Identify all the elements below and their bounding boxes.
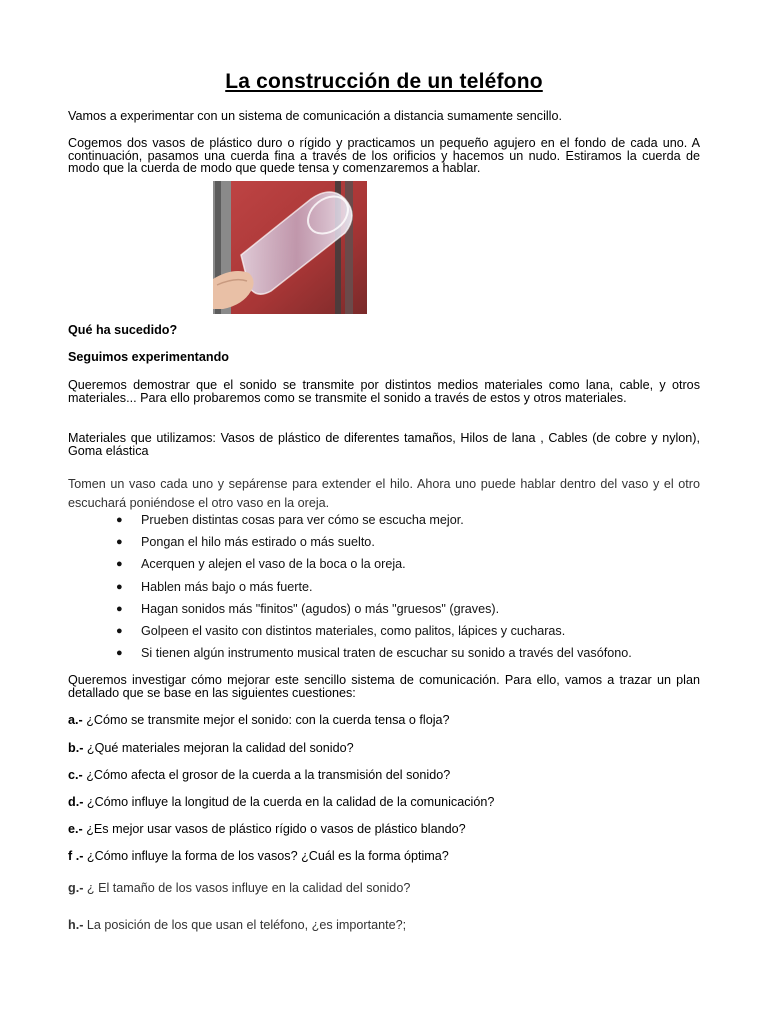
- bullet-icon: ●: [116, 624, 123, 637]
- plan-paragraph: Queremos investigar cómo mejorar este sencillo sistema de comunicación. Para ello, vamos a trazar un plan detallado que se base en las siguientes cuestiones:: [68, 673, 700, 700]
- list-item: ● Golpeen el vasito con distintos materiales, como palitos, lápices y cucharas.: [116, 623, 566, 638]
- bullet-icon: ●: [116, 602, 123, 615]
- question-item: b.- ¿Qué materiales mejoran la calidad del sonido?: [68, 741, 354, 755]
- bullet-icon: ●: [116, 558, 123, 571]
- question-item: d.- ¿Cómo influye la longitud de la cuerda en la calidad de la comunicación?: [68, 795, 495, 809]
- bullet-icon: ●: [116, 647, 123, 660]
- list-item: ● Acerquen y alejen el vaso de la boca o la oreja.: [116, 557, 406, 572]
- intro-paragraph: Vamos a experimentar con un sistema de comunicación a distancia sumamente sencillo.: [68, 109, 562, 123]
- materials-paragraph: Materiales que utilizamos: Vasos de plástico de diferentes tamaños, Hilos de lana , Cables (de cobre y nylon), Goma elástica: [68, 431, 700, 458]
- list-item: ● Hablen más bajo o más fuerte.: [116, 579, 313, 594]
- question-item: c.- ¿Cómo afecta el grosor de la cuerda a la transmisión del sonido?: [68, 768, 451, 782]
- question-item: f .- ¿Cómo influye la forma de los vasos? ¿Cuál es la forma óptima?: [68, 849, 449, 863]
- experiment-list: [116, 512, 716, 667]
- bullet-icon: ●: [116, 536, 123, 549]
- bullet-icon: ●: [116, 580, 123, 593]
- list-item: ● Pongan el hilo más estirado o más suelto.: [116, 535, 375, 550]
- procedure-paragraph: Cogemos dos vasos de plástico duro o rígido y practicamos un pequeño agujero en el fondo de cada uno. A continuación, pasamos una cuerda fina a través de los orificios y hacemos un nudo. Estiramos la cuerda de modo que la cuerda de modo que quede tensa y comenzaremos a hablar.: [68, 136, 700, 176]
- list-item: ● Si tienen algún instrumento musical traten de escuchar su sonido a través del vasófono.: [116, 646, 632, 661]
- section-heading: Seguimos experimentando: [68, 350, 229, 364]
- bullet-icon: ●: [116, 514, 123, 526]
- list-item: ● Prueben distintas cosas para ver cómo se escucha mejor.: [116, 513, 464, 527]
- list-item: ● Hagan sonidos más "finitos" (agudos) o más "gruesos" (graves).: [116, 601, 500, 616]
- demo-paragraph: Queremos demostrar que el sonido se transmite por distintos medios materiales como lana, cable, y otros materiales... Para ello probaremos como se transmite el sonido a través de estos y otros materiales.: [68, 378, 700, 405]
- question-item: g.- ¿ El tamaño de los vasos influye en la calidad del sonido?: [68, 881, 411, 895]
- question-heading: Qué ha sucedido?: [68, 323, 178, 337]
- plastic-cup-photo: [213, 181, 367, 314]
- question-item: h.- La posición de los que usan el teléfono, ¿es importante?;: [68, 918, 407, 932]
- question-item: e.- ¿Es mejor usar vasos de plástico rígido o vasos de plástico blando?: [68, 822, 466, 836]
- question-item: a.- ¿Cómo se transmite mejor el sonido: con la cuerda tensa o floja?: [68, 713, 450, 727]
- instructions-paragraph: Tomen un vaso cada uno y sepárense para extender el hilo. Ahora uno puede hablar dentro del vaso y el otro escuchará poniéndose el otro vaso en la oreja.: [68, 477, 700, 510]
- page-title: La construcción de un teléfono: [225, 70, 543, 93]
